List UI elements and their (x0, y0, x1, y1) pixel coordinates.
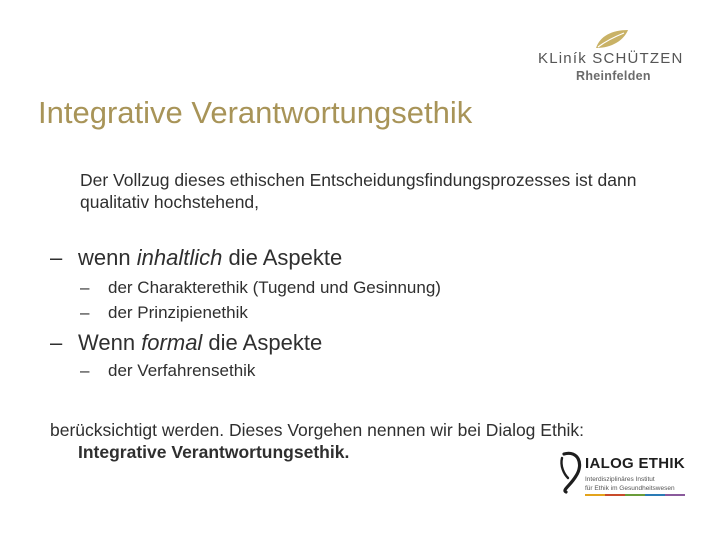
dialog-ethik-logo-line2: für Ethik im Gesundheitswesen (585, 485, 675, 492)
sub-list-item (80, 278, 441, 298)
intro-paragraph: Der Vollzug dieses ethischen Entscheidungsfindungsprozesses ist dann qualitativ hochstehend, (80, 170, 637, 212)
dialog-ethik-logo-name: IALOG ETHIK (585, 455, 685, 472)
list-item-prefix: wenn (78, 245, 137, 270)
list-item-suffix: die Aspekte (222, 245, 343, 270)
clinic-logo-place: Rheinfelden (576, 69, 651, 83)
closing-strong-text: Integrative Verantwortungsethik. (78, 442, 350, 462)
page-title: Integrative Verantwortungsethik (38, 95, 473, 130)
bullet-dash: – (50, 330, 63, 355)
closing-text: berücksichtigt werden. Dieses Vorgehen nennen wir bei Dialog Ethik: (50, 420, 585, 440)
list-item-prefix: Wenn (78, 330, 142, 355)
sub-list-item-text: der Prinzipienethik (108, 303, 248, 322)
list-item (50, 330, 322, 356)
list-item-suffix: die Aspekte (202, 330, 323, 355)
bullet-dash: – (80, 361, 90, 380)
leaf-logo-icon (594, 28, 630, 50)
list-item-emphasis: formal (141, 330, 203, 355)
sub-list-item-text: der Verfahrensethik (108, 361, 256, 380)
dialog-ethik-color-bar (585, 494, 685, 496)
sub-list-item (80, 303, 248, 323)
bullet-dash: – (50, 245, 63, 270)
bullet-dash: – (80, 303, 90, 322)
list-item-emphasis: inhaltlich (136, 245, 223, 270)
clinic-logo-name: KLiník SCHÜTZEN (538, 50, 684, 67)
dialog-ethik-logo-icon (556, 448, 586, 494)
bullet-dash: – (80, 278, 90, 297)
dialog-ethik-logo-line1: Interdisziplinäres Institut (585, 476, 655, 483)
list-item (50, 245, 342, 271)
sub-list-item (80, 361, 255, 381)
sub-list-item-text: der Charakterethik (Tugend und Gesinnung) (108, 278, 441, 297)
